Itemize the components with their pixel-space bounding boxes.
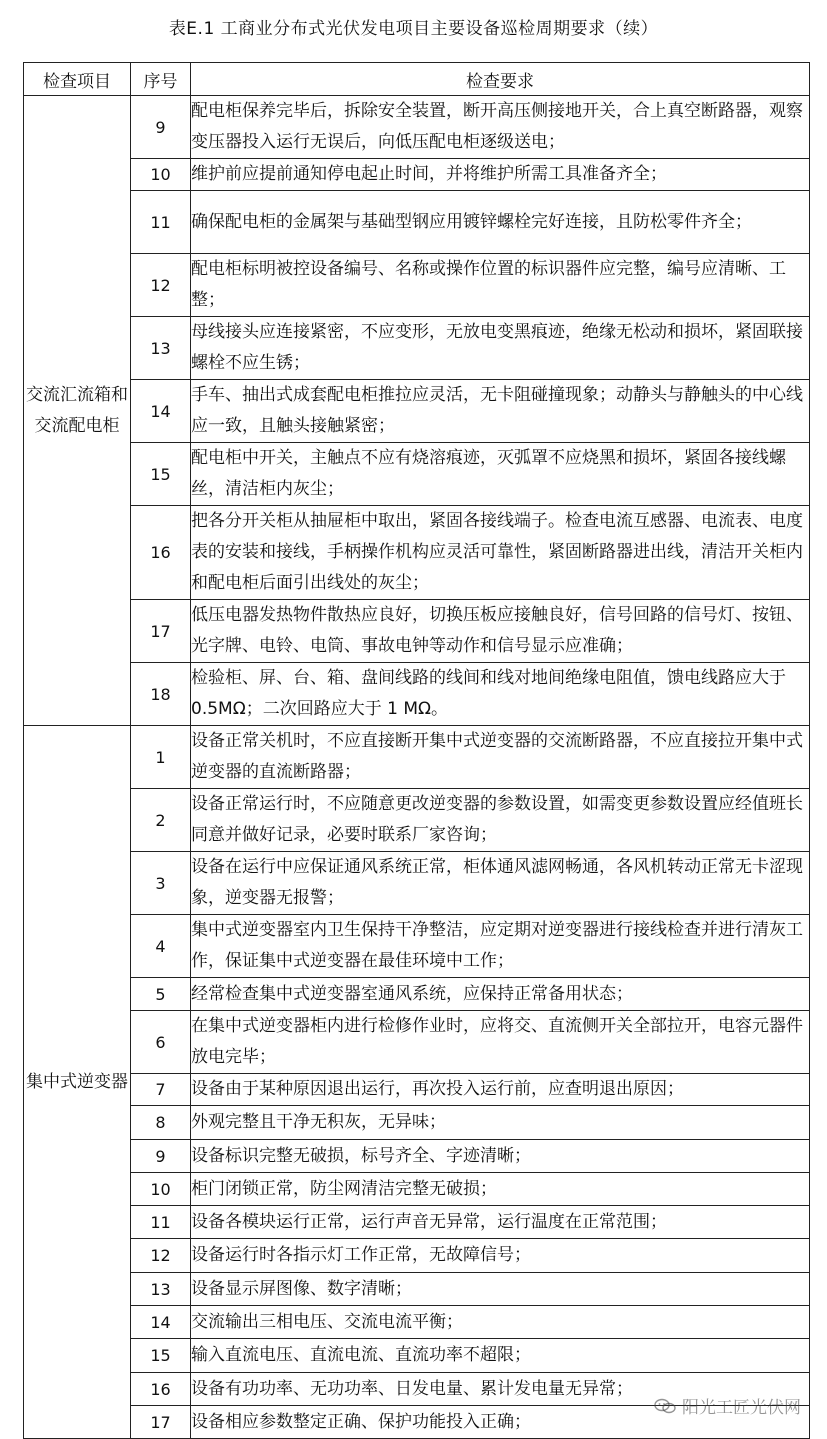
- seq-cell: 13: [131, 1273, 191, 1306]
- table-row: [24, 1106, 810, 1140]
- seq-cell: 9: [131, 96, 191, 159]
- seq-cell: 16: [131, 1373, 191, 1406]
- table-row: [24, 1339, 810, 1373]
- requirement-cell: 经常检查集中式逆变器室通风系统，应保持正常备用状态；: [191, 978, 810, 1011]
- seq-cell: 6: [131, 1011, 191, 1074]
- table-body: [24, 96, 810, 1439]
- category-cell: 集中式逆变器: [24, 726, 131, 1439]
- table-row: [24, 978, 810, 1011]
- seq-cell: 14: [131, 1306, 191, 1339]
- table-row: [24, 915, 810, 978]
- requirement-cell: 把各分开关柜从抽屉柜中取出，紧固各接线端子。检查电流互感器、电流表、电度表的安装和接线，手柄操作机构应灵活可靠性，紧固断路器进出线，清洁开关柜内和配电柜后面引出线处的灰尘；: [191, 506, 810, 600]
- table-row: [24, 317, 810, 380]
- seq-cell: 11: [131, 1206, 191, 1239]
- table-row: [24, 663, 810, 726]
- requirement-cell: 集中式逆变器室内卫生保持干净整洁，应定期对逆变器进行接线检查并进行清灰工作，保证集中式逆变器在最佳环境中工作；: [191, 915, 810, 978]
- wechat-icon: [654, 1398, 676, 1414]
- seq-cell: 17: [131, 600, 191, 663]
- requirement-cell: 设备运行时各指示灯工作正常，无故障信号；: [191, 1239, 810, 1273]
- table-row: [24, 1011, 810, 1074]
- seq-cell: 12: [131, 254, 191, 317]
- table-row: [24, 1239, 810, 1273]
- category-cell: 交流汇流箱和交流配电柜: [24, 96, 131, 726]
- table-row: [24, 1306, 810, 1339]
- seq-cell: 17: [131, 1406, 191, 1439]
- requirement-cell: 设备正常关机时，不应直接断开集中式逆变器的交流断路器，不应直接拉开集中式逆变器的直流断路器；: [191, 726, 810, 789]
- table-row: [24, 1173, 810, 1206]
- seq-cell: 15: [131, 1339, 191, 1373]
- header-req: 检查要求: [191, 63, 810, 96]
- table-row: [24, 1140, 810, 1173]
- seq-cell: 13: [131, 317, 191, 380]
- seq-cell: 4: [131, 915, 191, 978]
- seq-cell: 1: [131, 726, 191, 789]
- requirement-cell: 设备由于某种原因退出运行，再次投入运行前，应查明退出原因；: [191, 1074, 810, 1106]
- inspection-table: [23, 62, 810, 1439]
- requirement-cell: 配电柜中开关，主触点不应有烧溶痕迹，灭弧罩不应烧黑和损坏，紧固各接线螺丝，清洁柜内灰尘；: [191, 443, 810, 506]
- seq-cell: 10: [131, 1173, 191, 1206]
- seq-cell: 15: [131, 443, 191, 506]
- requirement-cell: 维护前应提前通知停电起止时间，并将维护所需工具准备齐全；: [191, 159, 810, 191]
- seq-cell: 9: [131, 1140, 191, 1173]
- seq-cell: 3: [131, 852, 191, 915]
- requirement-cell: 设备各模块运行正常，运行声音无异常，运行温度在正常范围；: [191, 1206, 810, 1239]
- seq-cell: 2: [131, 789, 191, 852]
- seq-cell: 5: [131, 978, 191, 1011]
- header-item: 检查项目: [24, 63, 131, 96]
- header-row: [24, 63, 810, 96]
- seq-cell: 11: [131, 191, 191, 254]
- seq-cell: 8: [131, 1106, 191, 1140]
- requirement-cell: 设备显示屏图像、数字清晰；: [191, 1273, 810, 1306]
- seq-cell: 16: [131, 506, 191, 600]
- requirement-cell: 配电柜保养完毕后，拆除安全装置，断开高压侧接地开关，合上真空断路器，观察变压器投入运行无误后，向低压配电柜逐级送电；: [191, 96, 810, 159]
- table-row: [24, 191, 810, 254]
- requirement-cell: 母线接头应连接紧密，不应变形，无放电变黑痕迹，绝缘无松动和损坏，紧固联接螺栓不应生锈；: [191, 317, 810, 380]
- requirement-cell: 确保配电柜的金属架与基础型钢应用镀锌螺栓完好连接，且防松零件齐全；: [191, 191, 810, 254]
- watermark: [654, 1393, 801, 1418]
- requirement-cell: 检验柜、屏、台、箱、盘间线路的线间和线对地间绝缘电阻值，馈电线路应大于 0.5MΩ；二次回路应大于 1 MΩ。: [191, 663, 810, 726]
- table-row: [24, 443, 810, 506]
- table-row: [24, 506, 810, 600]
- table-row: [24, 96, 810, 159]
- requirement-cell: 交流输出三相电压、交流电流平衡；: [191, 1306, 810, 1339]
- requirement-cell: 设备在运行中应保证通风系统正常，柜体通风滤网畅通，各风机转动正常无卡涩现象，逆变器无报警；: [191, 852, 810, 915]
- table-row: [24, 380, 810, 443]
- requirement-cell: 低压电器发热物件散热应良好，切换压板应接触良好，信号回路的信号灯、按钮、光字牌、电铃、电筒、事故电钟等动作和信号显示应准确；: [191, 600, 810, 663]
- table-caption: 表E.1 工商业分布式光伏发电项目主要设备巡检周期要求（续）: [168, 19, 659, 39]
- seq-cell: 14: [131, 380, 191, 443]
- header-seq: 序号: [131, 63, 191, 96]
- requirement-cell: 手车、抽出式成套配电柜推拉应灵活，无卡阻碰撞现象；动静头与静触头的中心线应一致，且触头接触紧密；: [191, 380, 810, 443]
- seq-cell: 18: [131, 663, 191, 726]
- table-row: [24, 1273, 810, 1306]
- requirement-cell: 输入直流电压、直流电流、直流功率不超限；: [191, 1339, 810, 1373]
- table-row: [24, 159, 810, 191]
- table-row: [24, 789, 810, 852]
- seq-cell: 12: [131, 1239, 191, 1273]
- watermark-text: 阳光工匠光伏网: [682, 1398, 801, 1418]
- requirement-cell: 在集中式逆变器柜内进行检修作业时，应将交、直流侧开关全部拉开，电容元器件放电完毕；: [191, 1011, 810, 1074]
- table-row: [24, 1074, 810, 1106]
- requirement-cell: 柜门闭锁正常，防尘网清洁完整无破损；: [191, 1173, 810, 1206]
- table-row: [24, 254, 810, 317]
- seq-cell: 7: [131, 1074, 191, 1106]
- requirement-cell: 设备标识完整无破损，标号齐全、字迹清晰；: [191, 1140, 810, 1173]
- requirement-cell: 设备有功功率、无功功率、日发电量、累计发电量无异常；: [191, 1373, 810, 1406]
- table-row: [24, 852, 810, 915]
- requirement-cell: 设备相应参数整定正确、保护功能投入正确；: [191, 1406, 810, 1439]
- table-row: [24, 726, 810, 789]
- requirement-cell: 配电柜标明被控设备编号、名称或操作位置的标识器件应完整，编号应清晰、工整；: [191, 254, 810, 317]
- table-row: [24, 1206, 810, 1239]
- seq-cell: 10: [131, 159, 191, 191]
- requirement-cell: 外观完整且干净无积灰，无异味；: [191, 1106, 810, 1140]
- requirement-cell: 设备正常运行时，不应随意更改逆变器的参数设置，如需变更参数设置应经值班长同意并做好记录，必要时联系厂家咨询；: [191, 789, 810, 852]
- table-row: [24, 600, 810, 663]
